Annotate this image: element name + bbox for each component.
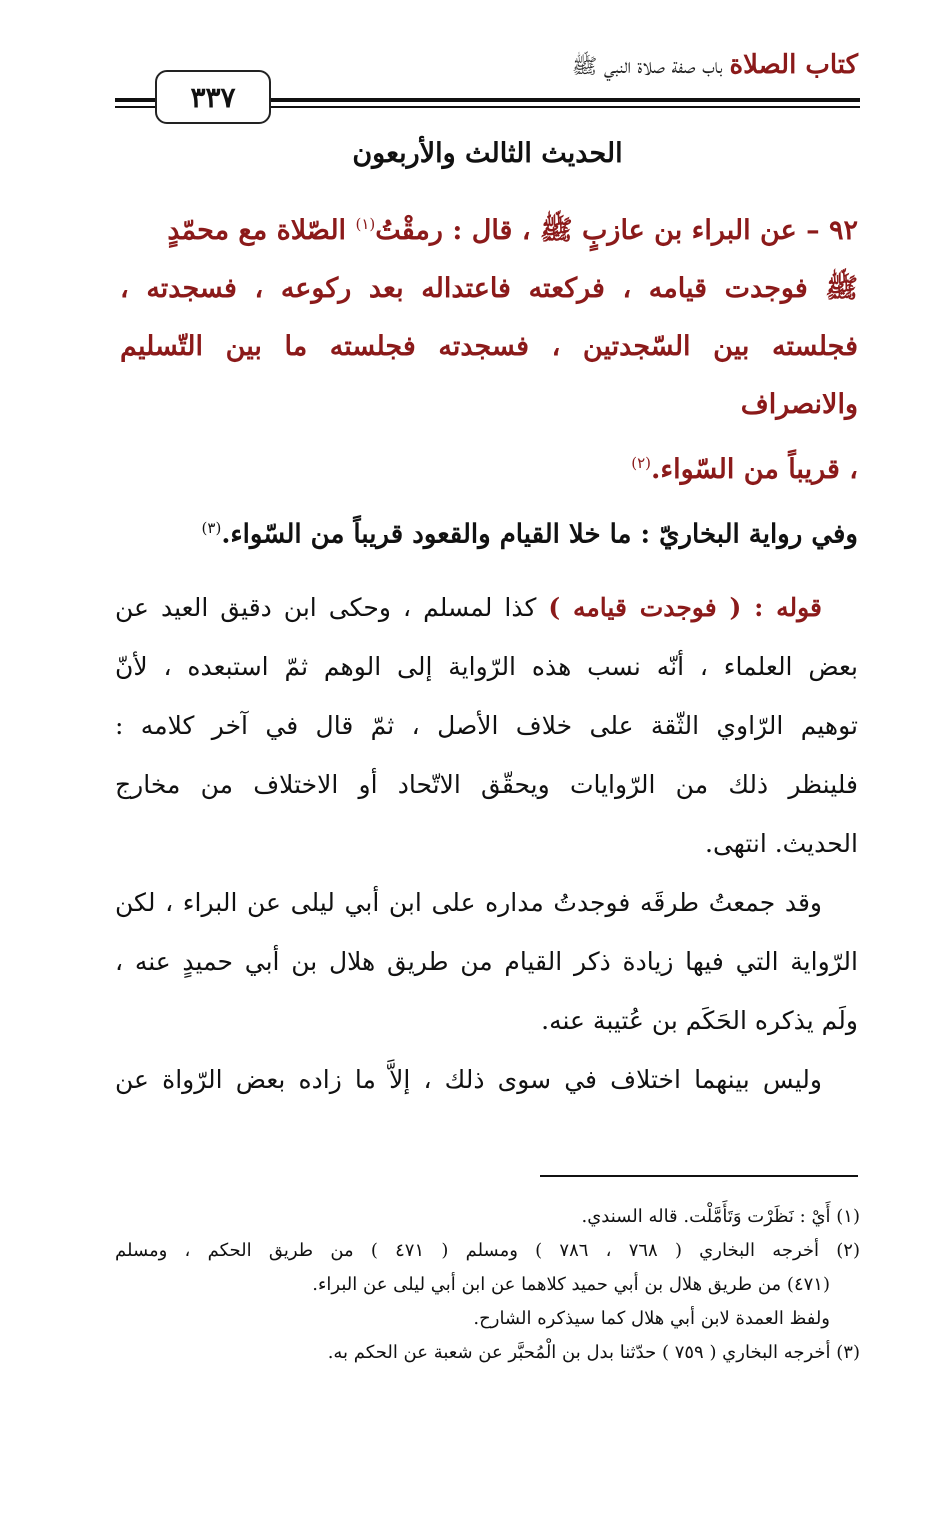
hadith-line-4 (120, 434, 858, 499)
commentary-line-4: فلينظر ذلك من الرّوايات ويحقّق الاتّحاد أو الاختلاف من مخارج (115, 770, 858, 799)
hadith-text (120, 195, 858, 564)
footnote-ref-2: (٢) (631, 454, 652, 472)
footnote-2: (٢) أخرجه البخاري ( ٧٦٨ ، ٧٨٦ ) ومسلم ( ٤٧١ ) من طريق الحكم ، ومسلم (115, 1240, 860, 1261)
footnote-ref-1: (١) (355, 215, 376, 233)
alt-narration-text: وفي رواية البخاريّ : ما خلا القيام والقعود قريباً من السّواء. (221, 519, 858, 550)
commentary-line-1-text: كذا لمسلم ، وحكى ابن دقيق العيد عن (115, 593, 537, 622)
hadith-line-2: ﷺ فوجدت قيامه ، فركعته فاعتداله بعد ركوعه ، فسجدته ، (120, 273, 858, 304)
book-title: كتاب الصلاة (729, 50, 858, 80)
alt-narration (120, 499, 858, 564)
commentary-line-9: وليس بينهما اختلاف في سوى ذلك ، إلاَّ ما زاده بعض الرّواة عن (115, 1065, 822, 1094)
running-header (572, 50, 858, 84)
footnote-2-note: ولفظ العمدة لابن أبي هلال كما سيذكره الشارح. (473, 1308, 830, 1329)
quote-label: قوله : ( فوجدت قيامه ) (548, 593, 822, 622)
footnote-1: (١) أَيْ : نَظَرْت وَتَأَمَّلْت. قاله السندي. (581, 1206, 860, 1227)
footnotes (115, 1200, 860, 1370)
hadith-line-1 (120, 195, 858, 260)
commentary-line-2: بعض العلماء ، أنّه نسب هذه الرّواية إلى الوهم ثمّ استبعده ، لأنّ (115, 652, 858, 681)
chapter-title: باب صفة صلاة النبي ﷺ (571, 54, 723, 78)
commentary-line-7: الرّواية التي فيها زيادة ذكر القيام من طريق هلال بن أبي حميدٍ عنه ، (115, 947, 858, 976)
hadith-line-4-text: ، قريباً من السّواء. (651, 454, 858, 485)
hadith-line-1-head: ٩٢ – عن البراء بن عازبٍ ﷺ ، قال : رمقْتُ (375, 215, 858, 246)
commentary-line-3: توهيم الرّاوي الثّقة على خلاف الأصل ، ثمّ قال في آخر كلامه : (115, 711, 858, 740)
commentary (115, 578, 858, 1109)
commentary-line-8: ولَم يذكره الحَكَم بن عُتيبة عنه. (541, 1006, 858, 1035)
hadith-line-1-tail: الصّلاة مع محمّدٍ (167, 215, 347, 246)
commentary-line-5: الحديث. انتهى. (705, 829, 858, 858)
footnote-ref-3: (٣) (201, 519, 222, 537)
footnote-2-cont: (٤٧١) من طريق هلال بن أبي حميد كلاهما عن ابن أبي ليلى عن البراء. (312, 1274, 830, 1295)
commentary-line-6: وقد جمعتُ طرقَه فوجدتُ مداره على ابن أبي ليلى عن البراء ، لكن (115, 888, 822, 917)
commentary-line-1 (115, 578, 858, 637)
section-heading: الحديث الثالث والأربعون (352, 138, 623, 169)
hadith-line-3: فجلسته بين السّجدتين ، فسجدته فجلسته ما بين التّسليم والانصراف (120, 331, 858, 420)
footnote-separator (540, 1175, 858, 1177)
footnote-3: (٣) أخرجه البخاري ( ٧٥٩ ) حدّثنا بدل بن الْمُحبَّر عن شعبة عن الحكم به. (327, 1342, 860, 1363)
page-number: ٣٣٧ (155, 70, 271, 124)
